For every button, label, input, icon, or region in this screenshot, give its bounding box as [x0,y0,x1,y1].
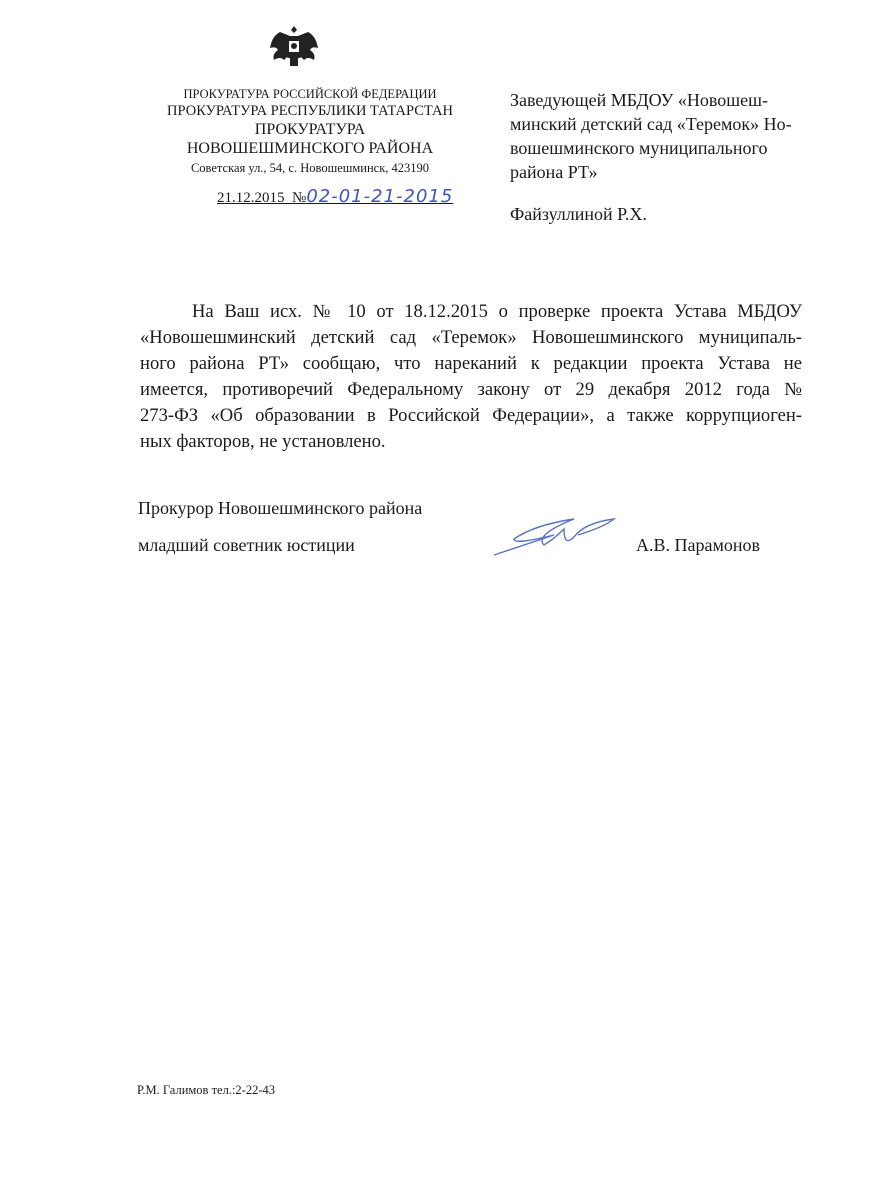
body-line: имеется, противоречий Федеральному закону от 29 декабря 2012 года № [140,379,802,400]
footer-contact: Р.М. Галимов тел.:2-22-43 [137,1083,275,1097]
handwritten-number: 02-01-21-2015 [306,186,454,207]
addressee-line: района РТ» [510,162,598,182]
addressee-line: минский детский сад «Теремок» Но- [510,114,792,134]
body-line: ного района РТ» сообщаю, что нареканий к редакции проекта Устава не [140,353,802,374]
addressee-line: Заведующей МБДОУ «Новошеш- [510,90,768,110]
header-address: Советская ул., 54, с. Новошешминск, 423190 [190,161,430,175]
addressee-name: Файзуллиной Р.Х. [510,204,647,224]
body-line: 273-ФЗ «Об образовании в Российской Федерации», а также коррупциоген- [140,405,802,426]
addressee-line: вошешминского муниципального [510,138,768,158]
body-line: «Новошешминский детский сад «Теремок» Новошешминского муниципаль- [140,327,802,348]
signer-name: А.В. Парамонов [636,535,761,555]
outgoing-date: 21.12.2015 [217,190,285,206]
header-line-2: ПРОКУРАТУРА РЕСПУБЛИКИ ТАТАРСТАН [167,103,453,119]
body-line: На Ваш исх. № 10 от 18.12.2015 о проверке проекта Устава МБДОУ [192,301,802,322]
header-line-3: ПРОКУРАТУРА [254,121,366,138]
signer-position-line-1: Прокурор Новошешминского района [138,498,423,518]
number-sign: № [292,190,307,206]
handwritten-signature [490,515,630,563]
signer-position-line-2: младший советник юстиции [138,535,355,555]
coat-of-arms-emblem [266,22,322,70]
body-line: ных факторов, не установлено. [140,431,386,452]
header-line-4: НОВОШЕШМИНСКОГО РАЙОНА [186,140,434,157]
header-line-1: ПРОКУРАТУРА РОССИЙСКОЙ ФЕДЕРАЦИИ [183,87,437,101]
outgoing-date-number [217,186,453,207]
